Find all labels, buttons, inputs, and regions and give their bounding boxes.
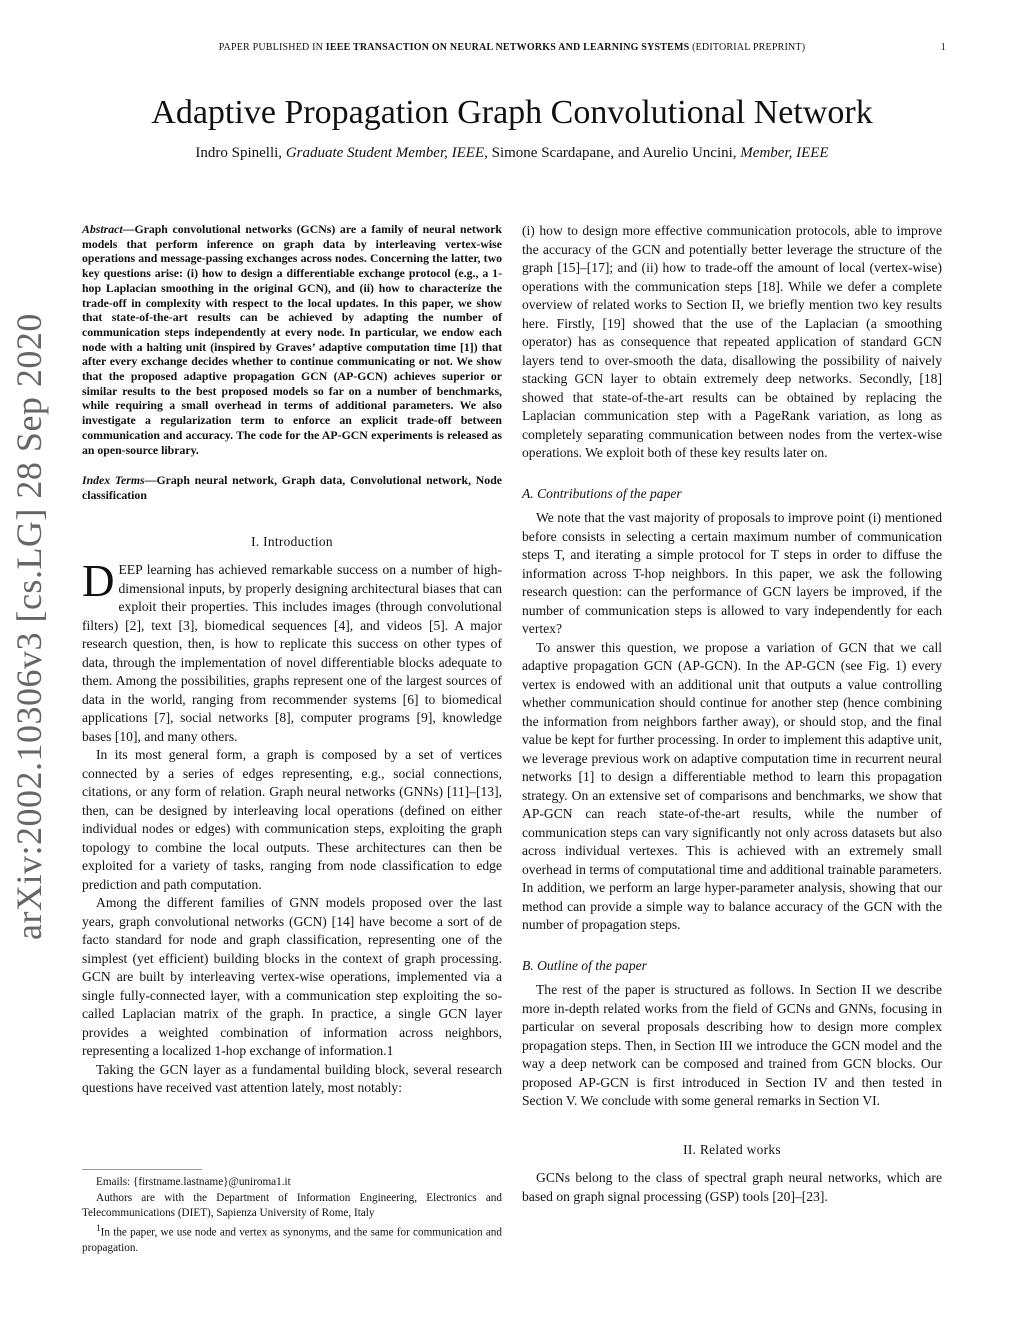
right-paragraph-1: (i) how to design more effective communication protocols, able to improve the accuracy of the GCN and potentially better leverage the structure of the graph [15]–[17]; and (ii) how to trade-off the amount of local (vertex-wise) operations with the communication steps [18]. While we defer a complete overview of related works to Section II, we briefly mention two key results here. Firstly, [19] showed that the use of the Laplacian (a smoothing operator) has as consequence that repeated application of standard GCN layers tend to over-smooth the data, disallowing the possibility of naively stacking GCN layer to obtain extremely deep networks. Secondly, [18] showed that state-of-the-art results can be obtained by replacing the Laplacian communication step with a PageRank variation, as long as completely separating communication between nodes from the vertex-wise operations. We exploit both of these key results later on.: [522, 223, 942, 460]
abstract: [82, 222, 502, 457]
contributions-paragraph-1: We note that the vast majority of proposals to improve point (i) mentioned before consists in selecting a certain maximum number of communication steps T, and iterating a simple protocol for T steps in order to diffuse the information across T-hop neighbors. In this paper, we ask the following research question: can the performance of GCN layers be improved, if the number of communication steps is allowed to vary independently for each vertex?: [522, 510, 942, 636]
footnotes: [82, 1175, 502, 1256]
page-number: 1: [940, 42, 946, 53]
author-name: Indro Spinelli,: [195, 145, 283, 161]
author-role: Member, IEEE: [740, 145, 829, 161]
intro-paragraph-4: Taking the GCN layer as a fundamental building block, several research questions have received vast attention lately, most notably:: [82, 1061, 502, 1096]
intro-paragraph-1: [82, 556, 502, 746]
footnote-1-text: In the paper, we use node and vertex as synonyms, and the same for communication and propagation.: [82, 1226, 502, 1254]
left-column: [82, 222, 502, 1098]
running-head-suffix: (EDITORIAL PREPRINT): [692, 42, 806, 53]
arxiv-side-stamp: arXiv:2002.10306v3 [cs.LG] 28 Sep 2020: [9, 313, 49, 940]
outline-paragraph: The rest of the paper is structured as follows. In Section II we describe more in-depth related works from the field of GCNs and GNNs, focusing in particular on several proposals describing how to design more complex propagation steps. Then, in Section III we introduce the GCN model and the way a deep network can be composed and trained from GCN blocks. Our proposed AP-GCN is first introduced in Section IV and then tested in Section V. We conclude with some general remarks in Section VI.: [522, 982, 942, 1108]
intro-paragraph-2: In its most general form, a graph is composed by a set of vertices connected by a series of edges representing, e.g., social connections, citations, or any form of relation. Graph neural networks (GNNs) [11]–[13], then, can be designed by interleaving local operations (defined on either individual nodes or edges) with communication steps, exploiting the graph topology to combine the local outputs. These architectures can then be exploited for a variety of tasks, ranging from node classification to edge prediction and path computation.: [82, 747, 502, 892]
running-head-prefix: PAPER PUBLISHED IN: [218, 42, 324, 53]
index-terms-text: —Graph neural network, Graph data, Convolutional network, Node classification: [82, 473, 502, 502]
intro-paragraph-3: Among the different families of GNN models proposed over the last years, graph convolutional networks (GCN) [14] have become a sort of de facto standard for node and graph classification, representing one of the simplest (yet efficient) building blocks in the context of graph processing. GCN are built by interleaving vertex-wise operations, implemented via a single fully-connected layer, with a communication step exploiting the so-called Laplacian matrix of the graph. In practice, a single GCN layer provides a weighted combination of information across neighbors, representing a localized 1-hop exchange of information.1: [82, 895, 502, 1059]
running-head: [0, 42, 1024, 53]
section-heading-related-works: II. Related works: [683, 1141, 781, 1157]
running-head-journal: IEEE TRANSACTION ON NEURAL NETWORKS AND LEARNING SYSTEMS: [325, 42, 690, 53]
section-heading-introduction: I. Introduction: [251, 533, 333, 549]
footnote-emails: Emails: {firstname.lastname}@uniroma1.it: [96, 1176, 291, 1188]
index-terms: [82, 473, 502, 502]
abstract-label: Abstract: [82, 222, 123, 236]
intro-paragraph-1-text: EEP learning has achieved remarkable success on a number of high-dimensional inputs, by properly designing architectural biases that can exploit their properties. This includes images (through convolutional filters) [2], text [3], biomedical sequences [4], and videos [5]. A major research question, then, is how to replicate this success on other types of data, through the implementation of novel differentiable blocks adequate to them. Among the possibilities, graphs represent one of the largest sources of data in the world, ranging from recommender systems [6] to biomedical applications [7], social networks [8], computer programs [9], knowledge bases [10], and many others.: [82, 562, 502, 744]
author-line: [0, 145, 1024, 162]
index-terms-label: Index Terms: [82, 473, 145, 488]
subsection-outline: B. Outline of the paper: [522, 957, 647, 973]
author-role: Graduate Student Member, IEEE,: [285, 145, 488, 161]
contributions-paragraph-2: To answer this question, we propose a variation of GCN that we call adaptive propagation GCN (AP-GCN). In the AP-GCN (see Fig. 1) every vertex is endowed with an additional unit that outputs a value controlling whether communication should continue for another step (hence combining the information from neighbors farther away), or should stop, and the final value be kept for further processing. In order to implement this adaptive unit, we leverage previous work on adaptive computation time in recurrent neural networks [1] to design a differentiable method to learn this propagation strategy. On an extensive set of comparisons and benchmarks, we show that AP-GCN can reach state-of-the-art results, while the number of communication steps can vary significantly not only across datasets but also across individual vertexes. This is achieved with an extremely small overhead in terms of computational time and additional trainable parameters. In addition, we perform an large hyper-parameter analysis, showing that our method can provide a simple way to balance accuracy of the GCN with the number of propagation steps.: [522, 639, 942, 932]
subsection-contributions: A. Contributions of the paper: [522, 485, 682, 501]
right-column: [522, 222, 942, 1206]
footnote-rule: [82, 1169, 202, 1170]
paper-title: Adaptive Propagation Graph Convolutional Network: [151, 94, 873, 131]
abstract-text: —Graph convolutional networks (GCNs) are a family of neural network models that perform inference on graph data by interleaving vertex-wise operations and message-passing exchanges across nodes. Concerning the latter, two key questions arise: (i) how to design a differentiable exchange protocol (e.g., a 1-hop Laplacian smoothing in the original GCN), and (ii) how to characterize the trade-off in complexity with respect to the local updates. In this paper, we show that state-of-the-art results can be achieved by adapting the number of communication steps independently at every node. In particular, we endow each node with a halting unit (inspired by Graves’ adaptive computation time [1]) that after every exchange decides whether to continue communicating or not. We show that the proposed adaptive propagation GCN (AP-GCN) achieves superior or similar results to the best proposed models so far on a number of benchmarks, while requiring a small overhead in terms of additional parameters. We also investigate a regularization term to enforce an explicit trade-off between communication and accuracy. The code for the AP-GCN experiments is released as an open-source library.: [82, 222, 502, 457]
footnote-affiliation: Authors are with the Department of Information Engineering, Electronics and Telecommunications (DIET), Sapienza University of Rome, Italy: [82, 1191, 502, 1219]
related-works-paragraph: GCNs belong to the class of spectral graph neural networks, which are based on graph signal processing (GSP) tools [20]–[23].: [522, 1170, 942, 1204]
author-name: Simone Scardapane, and Aurelio Uncini,: [491, 145, 737, 161]
drop-cap: D: [82, 556, 115, 607]
footnote-1: $^1$In the paper, we use node and vertex as synonyms, and the same for communication and propagation.: [82, 1223, 502, 1254]
